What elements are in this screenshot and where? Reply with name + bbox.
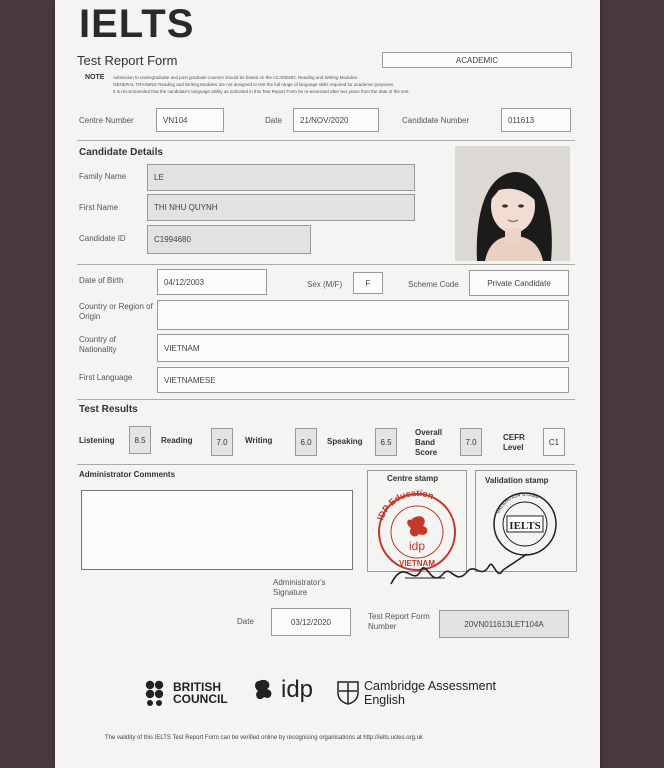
cambridge-shield-icon [337, 681, 359, 705]
first-language-label: First Language [79, 373, 133, 382]
note-line-1: Admission to undergraduate and post graduate courses should be based on the ACADEMIC Reading and Writing Modules. [113, 75, 359, 80]
date-label: Date [265, 116, 282, 125]
cefr-score: C1 [543, 428, 565, 456]
cambridge-logo [337, 679, 514, 707]
idp-stamp-ring-text: IDP Education [375, 487, 436, 522]
british-council-text: BRITISH COUNCIL [173, 680, 228, 706]
svg-text:IDP Education [375, 488, 435, 522]
divider [77, 399, 575, 400]
family-name-label: Family Name [79, 172, 127, 181]
centre-number-label: Centre Number [79, 116, 134, 125]
sex-label: Sex (M/F) [307, 280, 343, 289]
idp-stamp-center: idp [408, 539, 426, 553]
trf-number-label: Test Report Form Number [368, 612, 430, 631]
admin-date-value: 03/12/2020 [271, 608, 351, 636]
idp-logo [253, 676, 313, 704]
candidate-id-label: Candidate ID [79, 234, 126, 243]
divider [77, 464, 575, 465]
idp-flower-icon [253, 677, 279, 703]
nationality-label: Country of Nationality [79, 335, 117, 354]
dob-value: 04/12/2003 [157, 269, 267, 295]
note-line-3: It is recommended that the candidate's language ability as indicated in this Test Report Form be re-assessed after two years from the date of the test. [113, 89, 410, 94]
idp-stamp-country: VIETNAM [399, 559, 435, 568]
test-report-form [55, 0, 600, 768]
reading-label: Reading [161, 436, 193, 445]
centre-number-value: VN104 [156, 108, 224, 132]
origin-value [157, 300, 569, 330]
candidate-details-heading: Candidate Details [79, 147, 163, 158]
validation-stamp-label: Validation stamp [485, 476, 549, 485]
date-value: 21/NOV/2020 [293, 108, 379, 132]
listening-score: 8.5 [129, 426, 151, 454]
british-council-dots-icon [145, 680, 171, 706]
validation-stamp-center: IELTS [509, 520, 541, 532]
first-name-label: First Name [79, 203, 119, 212]
candidate-number-label: Candidate Number [402, 116, 470, 125]
writing-score: 6.0 [295, 428, 317, 456]
cambridge-logo-text: Cambridge Assessment English [364, 679, 497, 707]
dob-label: Date of Birth [79, 276, 124, 285]
candidate-photo [455, 146, 570, 261]
nationality-value: VIETNAM [157, 334, 569, 362]
note-label: NOTE [85, 74, 105, 81]
module-box: ACADEMIC [382, 52, 572, 68]
admin-signature-label: Administrator's Signature [273, 578, 326, 597]
overall-label: Overall Band Score [415, 428, 443, 457]
test-results-heading: Test Results [79, 404, 138, 415]
family-name-value: LE [147, 164, 415, 191]
validation-ring-text: VALIDATION STAMP [495, 491, 541, 515]
scheme-code-value: Private Candidate [469, 270, 569, 296]
first-language-value: VIETNAMESE [157, 367, 569, 393]
scheme-code-label: Scheme Code [408, 280, 459, 289]
writing-label: Writing [245, 436, 273, 445]
overall-score: 7.0 [460, 428, 482, 456]
cefr-label: CEFR Level [503, 433, 525, 452]
british-council-logo [145, 680, 235, 706]
note-line-2: GENERAL TRAINING Reading and Writing Modules are not designed to test the full range of language skills required for academic purposes. [113, 82, 395, 87]
origin-label: Country or Region of Origin [79, 302, 153, 321]
idp-logo-text: idp [281, 676, 314, 703]
speaking-label: Speaking [327, 437, 363, 446]
administrator-signature [385, 548, 535, 603]
sex-value: F [353, 272, 383, 294]
admin-comments-label: Administrator Comments [79, 470, 176, 479]
candidate-number-value: 011613 [501, 108, 571, 132]
divider [77, 264, 575, 265]
reading-score: 7.0 [211, 428, 233, 456]
trf-number-value: 20VN011613LET104A [439, 610, 569, 638]
speaking-score: 6.5 [375, 428, 397, 456]
form-title: Test Report Form [77, 53, 178, 68]
candidate-id-value: C1994680 [147, 225, 311, 254]
centre-stamp-label: Centre stamp [387, 474, 439, 483]
listening-label: Listening [79, 436, 115, 445]
ielts-logo: IELTS [79, 2, 195, 46]
admin-date-label: Date [237, 617, 254, 626]
footer-note: The validity of this IELTS Test Report Form can be verified online by recognising organisations at http://ielts.ucles.org.uk [105, 735, 423, 741]
divider [77, 140, 575, 141]
admin-comments-box [81, 490, 353, 570]
first-name-value: THI NHU QUYNH [147, 194, 415, 221]
